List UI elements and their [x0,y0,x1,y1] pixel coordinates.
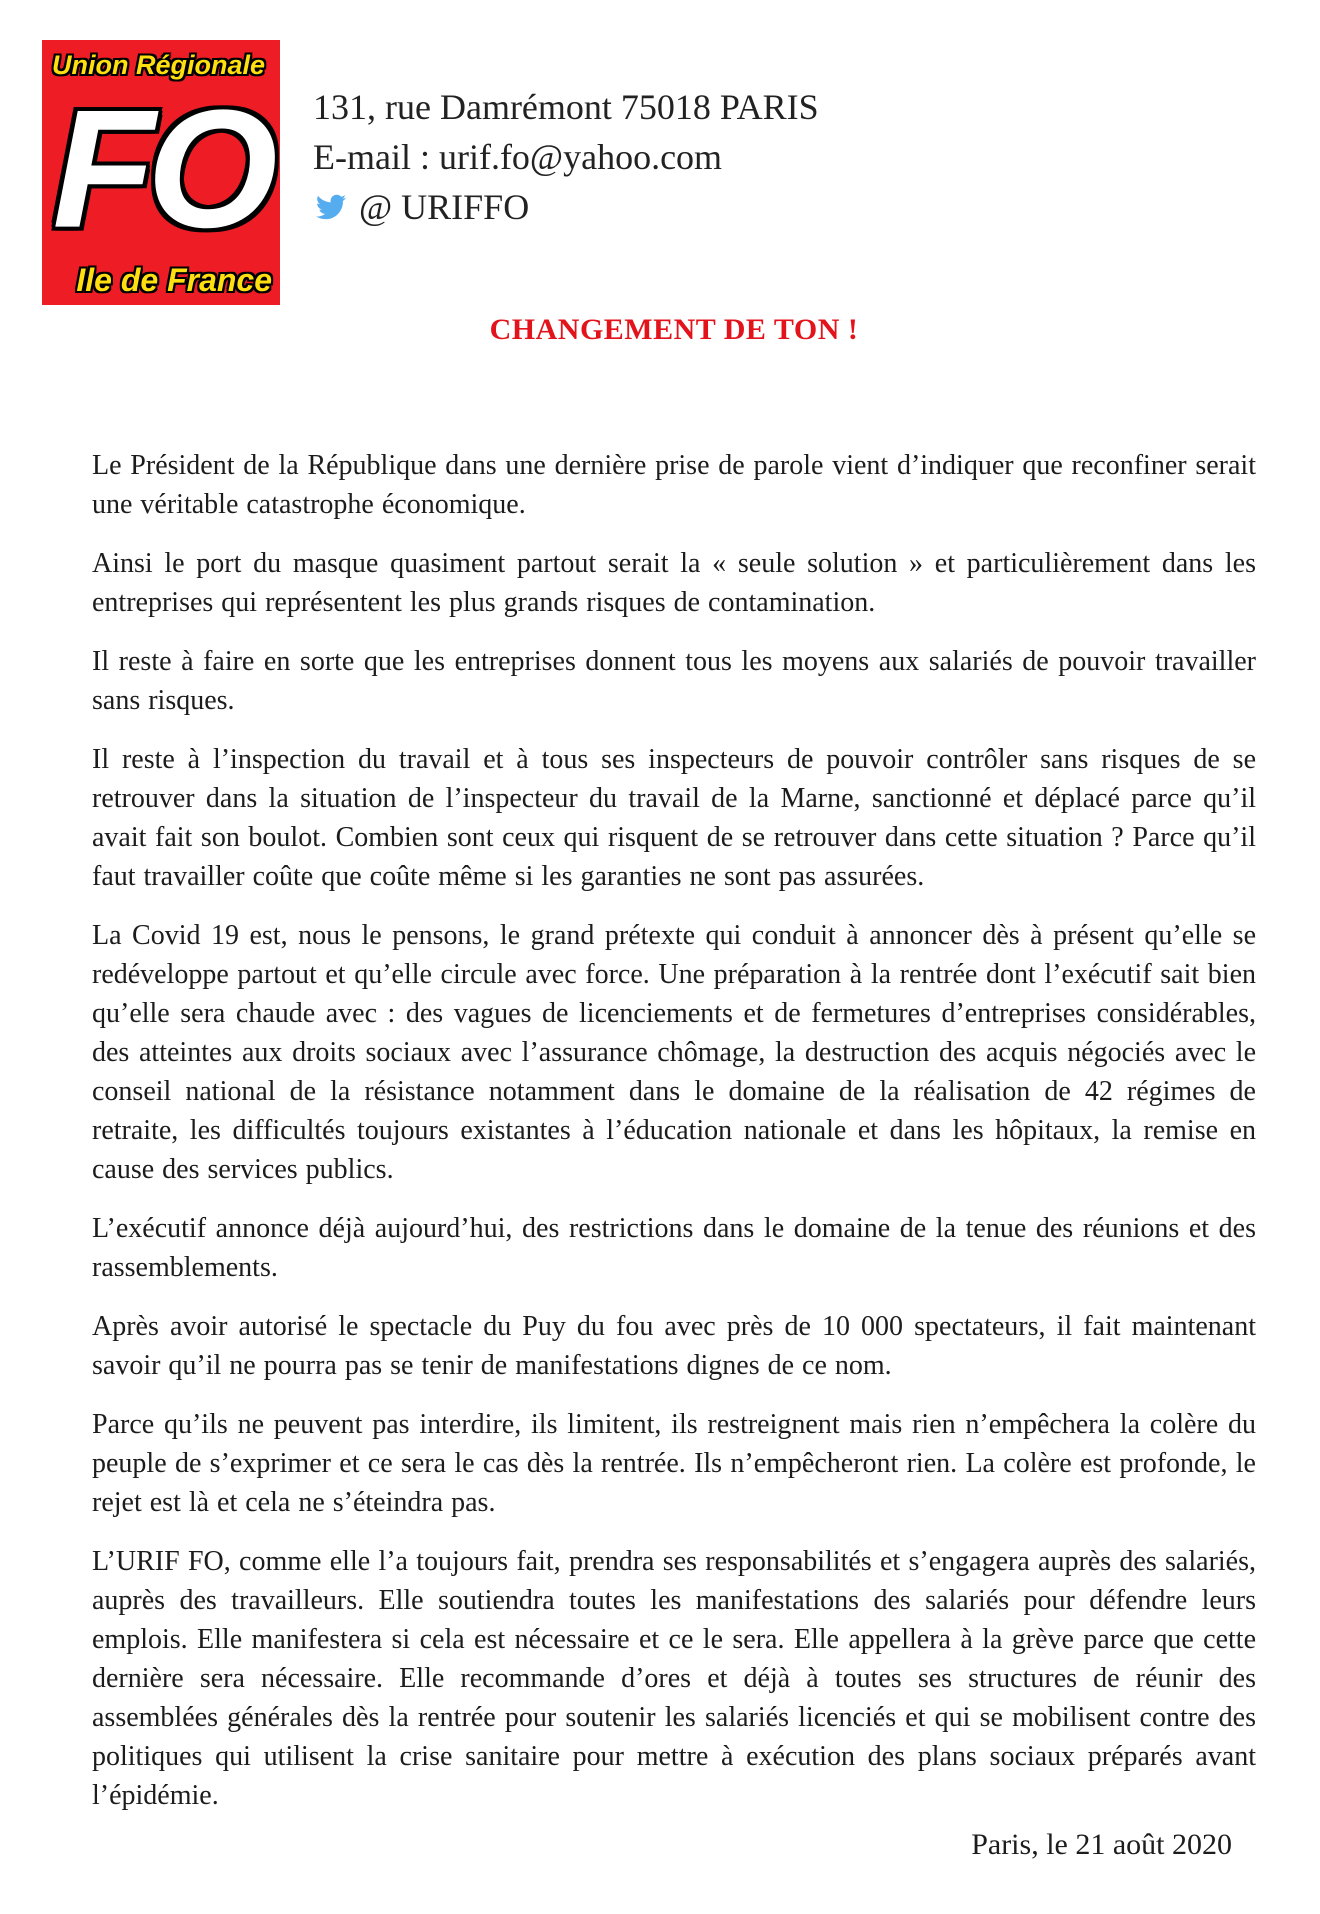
twitter-handle: @ URIFFO [359,187,530,227]
date-line: Paris, le 21 août 2020 [971,1828,1232,1861]
body-paragraph: Il reste à l’inspection du travail et à tous ses inspecteurs de pouvoir contrôler sans risques de se retrouver dans la situation de l’inspecteur du travail de la Marne, sanctionné et déplacé parce qu’il avait fait son boulot. Combien sont ceux qui risquent de se retrouver dans cette situation ? Parce qu’il faut travailler coûte que coûte même si les garanties ne sont pas assurées. [92,744,1256,892]
twitter-line [313,182,819,232]
body-paragraph: L’exécutif annonce déjà aujourd’hui, des restrictions dans le domaine de la tenue des réunions et des rassemblements. [92,1213,1256,1283]
logo-ile-de-france-text: Ile de France [76,262,272,298]
paragraphs [92,446,1256,1815]
twitter-bird-icon [313,192,349,222]
letterhead [313,82,819,232]
body-paragraph: Le Président de la République dans une dernière prise de parole vient d’indiquer que reconfiner serait une véritable catastrophe économique. [92,450,1256,520]
body-paragraph: Ainsi le port du masque quasiment partout serait la « seule solution » et particulièrement dans les entreprises qui représentent les plus grands risques de contamination. [92,548,1256,618]
body-paragraph: La Covid 19 est, nous le pensons, le grand prétexte qui conduit à annoncer dès à présent qu’elle se redéveloppe partout et qu’elle circule avec force. Une préparation à la rentrée dont l’exécutif sait bien qu’elle sera chaude avec : des vagues de licenciements et de fermetures d’entreprises considérables, des atteintes aux droits sociaux avec l’assurance chômage, la destruction des acquis négociés avec le conseil national de la résistance notamment dans le domaine de la réalisation de 42 régimes de retraite, les difficultés toujours existantes à l’éducation nationale et dans les hôpitaux, la remise en cause des services publics. [92,920,1256,1185]
logo-fo-text: FO [52,74,270,263]
body-paragraph: L’URIF FO, comme elle l’a toujours fait, prendra ses responsabilités et s’engagera auprès des salariés, auprès des travailleurs. Elle soutiendra toutes les manifestations des salariés pour défendre leurs emplois. Elle manifestera si cela est nécessaire et ce le sera. Elle appellera à la grève parce que cette dernière sera nécessaire. Elle recommande d’ores et déjà à toutes ses structures de réunir des assemblées générales dès la rentrée pour soutenir les salariés licenciés et qui se mobilisent contre des politiques qui utilisent la crise sanitaire pour mettre à exécution des plans sociaux préparés avant l’épidémie. [92,1546,1256,1811]
body-paragraph: Après avoir autorisé le spectacle du Puy du fou avec près de 10 000 spectateurs, il fait maintenant savoir qu’il ne pourra pas se tenir de manifestations dignes de ce nom. [92,1311,1256,1381]
body-paragraph: Parce qu’ils ne peuvent pas interdire, ils limitent, ils restreignent mais rien n’empêchera la colère du peuple de s’exprimer et ce sera le cas dès la rentrée. Ils n’empêcheront rien. La colère est profonde, le rejet est là et cela ne s’éteindra pas. [92,1409,1256,1518]
letter-body [92,310,1256,1865]
email-line: E-mail : urif.fo@yahoo.com [313,137,723,177]
address-line: 131, rue Damrémont 75018 PARIS [313,87,819,127]
urif-fo-logo [42,40,280,305]
body-paragraph: Il reste à faire en sorte que les entreprises donnent tous les moyens aux salariés de pouvoir travailler sans risques. [92,646,1256,716]
document-title: CHANGEMENT DE TON ! [489,313,859,346]
logo-union-regionale-text: Union Régionale [52,50,266,80]
